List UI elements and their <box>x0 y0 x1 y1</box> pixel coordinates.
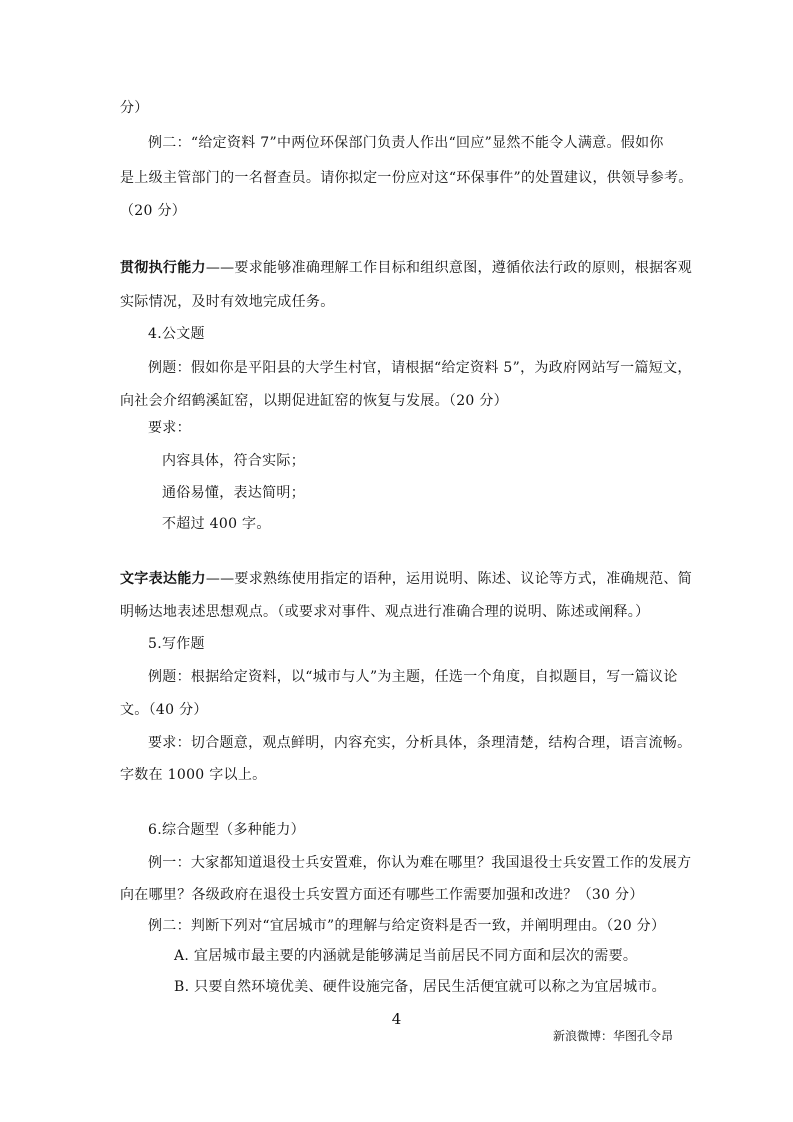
text-line: 文。（40 分） <box>120 702 208 718</box>
section-desc: ——要求熟练使用指定的语种，运用说明、陈述、议论等方式，准确规范、简 <box>205 571 693 587</box>
section-heading: 6.综合题型（多种能力） <box>148 822 305 838</box>
text-line: 例二：“给定资料 7”中两位环保部门负责人作出“回应”显然不能令人满意。假如你 <box>148 135 664 151</box>
requirement-item: 不超过 400 字。 <box>162 516 271 532</box>
requirement-item: 通俗易懂，表达简明； <box>162 485 305 501</box>
section-desc: ——要求能够准确理解工作目标和组织意图，遵循依法行政的原则，根据客观 <box>205 260 693 276</box>
text-line: 要求：切合题意，观点鲜明，内容充实，分析具体，条理清楚，结构合理，语言流畅。 <box>148 735 692 751</box>
page-number: 4 <box>391 1010 402 1028</box>
option-b: B. 只要自然环境优美、硬件设施完备，居民生活便宜就可以称之为宜居城市。 <box>174 979 666 995</box>
text-line: 实际情况，及时有效地完成任务。 <box>120 294 335 310</box>
text-line: 例一：大家都知道退役士兵安置难，你认为难在哪里？我国退役士兵安置工作的发展方 <box>148 855 692 871</box>
footer-credit: 新浪微博：华图孔令昂 <box>552 1029 673 1043</box>
text-line: 分） <box>120 100 149 116</box>
text-line: 例题：根据给定资料，以“城市与人”为主题，任选一个角度，自拟题目，写一篇议论 <box>148 669 678 685</box>
text-line: 字数在 1000 字以上。 <box>120 767 267 783</box>
text-line: （20 分） <box>120 203 187 219</box>
section-title: 文字表达能力 <box>120 571 206 587</box>
section-writing-line1 <box>120 569 692 589</box>
section-heading: 4.公文题 <box>148 326 205 342</box>
requirement-item: 内容具体，符合实际； <box>162 453 305 469</box>
text-line: 是上级主管部门的一名督查员。请你拟定一份应对这“环保事件”的处置建议，供领导参考。 <box>120 170 693 186</box>
section-execution-line1 <box>120 258 692 278</box>
text-line: 向在哪里？各级政府在退役士兵安置方面还有哪些工作需要加强和改进？（30 分） <box>120 887 644 903</box>
section-heading: 5.写作题 <box>148 636 205 652</box>
text-line: 例二：判断下列对“宜居城市”的理解与给定资料是否一致，并阐明理由。（20 分） <box>148 918 666 934</box>
requirements-label: 要求： <box>148 420 191 436</box>
text-line: 例题：假如你是平阳县的大学生村官，请根据“给定资料 5”，为政府网站写一篇短文， <box>148 360 692 376</box>
option-a: A. 宜居城市最主要的内涵就是能够满足当前居民不同方面和层次的需要。 <box>174 948 638 964</box>
section-title: 贯彻执行能力 <box>120 260 206 276</box>
text-line: 明畅达地表述思想观点。（或要求对事件、观点进行准确合理的说明、陈述或阐释。） <box>120 604 650 620</box>
text-line: 向社会介绍鹤溪缸窑，以期促进缸窑的恢复与发展。（20 分） <box>120 393 508 409</box>
